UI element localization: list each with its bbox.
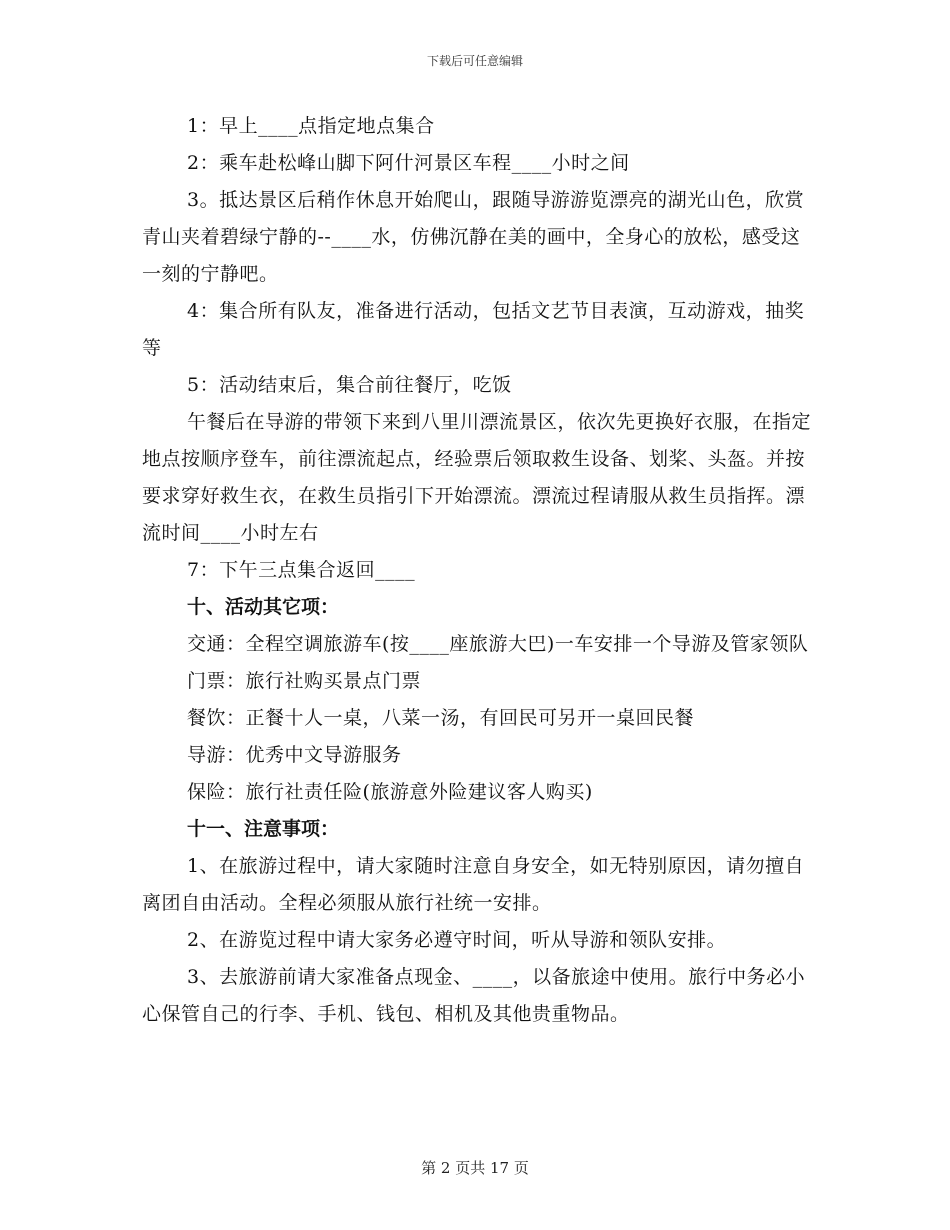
- itinerary-step-4: 4：集合所有队友，准备进行活动，包括文艺节目表演，互动游戏，抽奖等: [142, 300, 805, 359]
- itinerary-step-6: 午餐后在导游的带领下来到八里川漂流景区，依次先更换好衣服，在指定地点按顺序登车，前往漂流起点，经验票后领取救生设备、划桨、头盔。并按要求穿好救生衣，在救生员指引下开始漂流。漂流过程请服从救生员指挥。漂流时间____小时左右: [142, 411, 812, 544]
- itinerary-step-2: 2：乘车赴松峰山脚下阿什河景区车程____小时之间: [187, 152, 630, 174]
- section-heading-other-items: 十、活动其它项：: [187, 596, 340, 618]
- other-item-guide: 导游：优秀中文导游服务: [187, 744, 402, 766]
- other-item-insurance: 保险：旅行社责任险(旅游意外险建议客人购买): [187, 781, 593, 803]
- other-item-tickets: 门票：旅行社购买景点门票: [187, 670, 422, 692]
- page-header: 下载后可任意编辑: [426, 54, 523, 68]
- note-item-2: 2、在游览过程中请大家务必遵守时间，听从导游和领队安排。: [187, 929, 727, 951]
- itinerary-step-5: 5：活动结束后，集合前往餐厅，吃饭: [187, 374, 512, 396]
- itinerary-step-3: 3。抵达景区后稍作休息开始爬山，跟随导游游览漂亮的湖光山色，欣赏青山夹着碧绿宁静的--____水，仿佛沉静在美的画中，全身心的放松，感受这一刻的宁静吧。: [142, 189, 805, 285]
- other-item-meals: 餐饮：正餐十人一桌，八菜一汤，有回民可另开一桌回民餐: [187, 707, 695, 729]
- document-body: [142, 108, 812, 1033]
- page-footer: 第 2 页共 17 页: [421, 1159, 529, 1177]
- note-item-1: 1、在旅游过程中，请大家随时注意自身安全，如无特别原因，请勿擅自离团自由活动。全程必须服从旅行社统一安排。: [142, 855, 805, 914]
- itinerary-step-1: 1：早上____点指定地点集合: [187, 115, 435, 137]
- other-item-transport: 交通：全程空调旅游车(按____座旅游大巴)一车安排一个导游及管家领队: [187, 633, 809, 655]
- note-item-3: 3、去旅游前请大家准备点现金、____，以备旅途中使用。旅行中务必小心保管自己的行李、手机、钱包、相机及其他贵重物品。: [142, 966, 806, 1025]
- itinerary-step-7: 7：下午三点集合返回____: [187, 559, 416, 581]
- section-heading-notes: 十一、注意事项：: [187, 818, 340, 840]
